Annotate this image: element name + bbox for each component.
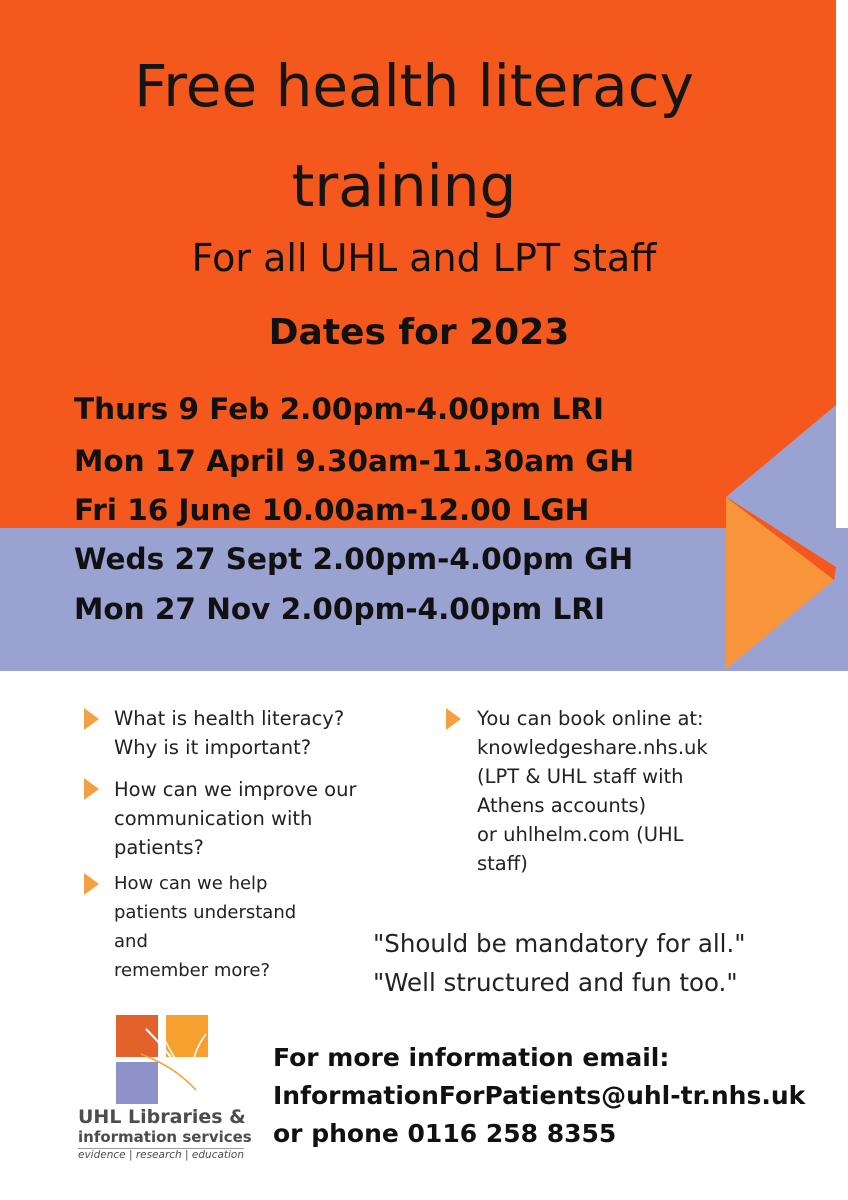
tree-icon <box>136 1024 216 1094</box>
contact-heading: For more information email: <box>273 1043 670 1072</box>
decorative-triangles <box>722 405 848 673</box>
booking-info: You can book online at: knowledgeshare.nhs.uk (LPT & UHL staff with Athens accounts) or uhlhelm.com (UHL staff) <box>477 707 708 875</box>
date-item: Mon 27 Nov 2.00pm-4.00pm LRI <box>74 592 605 626</box>
title-line-2: training <box>291 152 517 220</box>
contact-email[interactable]: InformationForPatients@uhl-tr.nhs.uk <box>273 1081 806 1110</box>
date-item: Thurs 9 Feb 2.00pm-4.00pm LRI <box>74 392 604 426</box>
logo-text-line1: UHL Libraries & <box>78 1106 246 1128</box>
bullet-communication: How can we improve our communication with patients? <box>114 778 357 859</box>
testimonial-quote: "Well structured and fun too." <box>373 968 738 997</box>
bullet-arrow-icon <box>84 778 99 800</box>
logo-text-line2: information services <box>78 1128 252 1146</box>
dates-heading: Dates for 2023 <box>268 312 570 353</box>
bullet-understand: How can we help patients understand and remember more? <box>114 873 297 981</box>
date-item: Fri 16 June 10.00am-12.00 LGH <box>74 493 590 527</box>
uhl-libraries-logo <box>76 1012 266 1162</box>
knowledgeshare-link[interactable]: knowledgeshare.nhs.uk <box>477 736 708 759</box>
date-item: Weds 27 Sept 2.00pm-4.00pm GH <box>74 542 634 576</box>
subtitle: For all UHL and LPT staff <box>191 236 657 280</box>
bullet-arrow-icon <box>446 708 461 730</box>
bullet-arrow-icon <box>84 708 99 730</box>
testimonial-quote: "Should be mandatory for all." <box>373 929 746 958</box>
bullet-health-literacy: What is health literacy? Why is it important? <box>114 707 345 759</box>
bullet-arrow-icon <box>84 873 99 895</box>
title-line-1: Free health literacy <box>134 52 694 120</box>
logo-tagline: evidence | research | education <box>78 1149 245 1161</box>
date-item: Mon 17 April 9.30am-11.30am GH <box>74 444 635 478</box>
contact-phone[interactable]: or phone 0116 258 8355 <box>273 1119 617 1148</box>
